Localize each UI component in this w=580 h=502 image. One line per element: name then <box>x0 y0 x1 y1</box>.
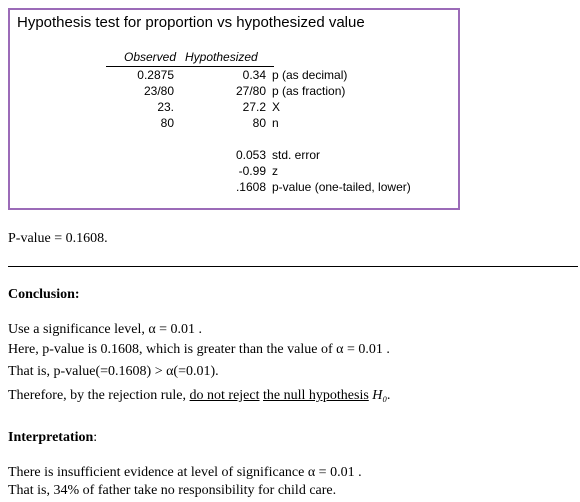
stat-label: p-value (one-tailed, lower) <box>272 180 411 194</box>
row-label: p (as fraction) <box>272 84 346 98</box>
do-not-reject-text: do not reject <box>189 388 260 403</box>
section-divider <box>8 266 578 267</box>
stat-value: 0.053 <box>235 148 266 162</box>
conclusion-line: Use a significance level, α = 0.01 . <box>8 322 203 337</box>
hypothesized-cell: 80 <box>252 116 266 130</box>
h0-symbol: H₀. <box>368 388 391 403</box>
conclusion-heading: Conclusion: <box>8 287 80 302</box>
conclusion-line: That is, p-value(=0.1608) > α(=0.01). <box>8 364 219 379</box>
row-label: n <box>272 116 279 130</box>
interpretation-line: There is insufficient evidence at level of significance α = 0.01 . <box>8 465 362 480</box>
observed-cell: 0.2875 <box>137 68 174 82</box>
hypothesized-cell: 27/80 <box>235 84 266 98</box>
stat-value: .1608 <box>235 180 266 194</box>
pvalue-statement: P-value = 0.1608. <box>8 231 108 246</box>
interpretation-line: That is, 34% of father take no responsibility for child care. <box>8 483 337 498</box>
row-label: p (as decimal) <box>272 68 348 82</box>
observed-header: Observed <box>124 50 177 64</box>
conclusion-text: Therefore, by the rejection rule, <box>8 388 190 403</box>
row-label: X <box>272 100 281 114</box>
observed-cell: 80 <box>160 116 174 130</box>
stat-label: z <box>272 164 278 178</box>
stat-label: std. error <box>272 148 321 162</box>
observed-cell: 23/80 <box>143 84 174 98</box>
conclusion-line <box>8 388 391 404</box>
interpretation-heading: Interpretation: <box>8 430 98 445</box>
header-underline <box>106 66 274 67</box>
null-hypothesis-text: the null hypothesis <box>263 388 369 403</box>
minitab-output-box <box>8 8 460 210</box>
stat-value: -0.99 <box>238 164 266 178</box>
hypothesized-cell: 0.34 <box>242 68 266 82</box>
conclusion-line: Here, p-value is 0.1608, which is greater than the value of α = 0.01 . <box>8 342 390 357</box>
hypothesized-cell: 27.2 <box>242 100 266 114</box>
hypothesized-header: Hypothesized <box>185 50 258 64</box>
output-title: Hypothesis test for proportion vs hypothesized value <box>17 14 365 31</box>
observed-cell: 23. <box>157 100 174 114</box>
